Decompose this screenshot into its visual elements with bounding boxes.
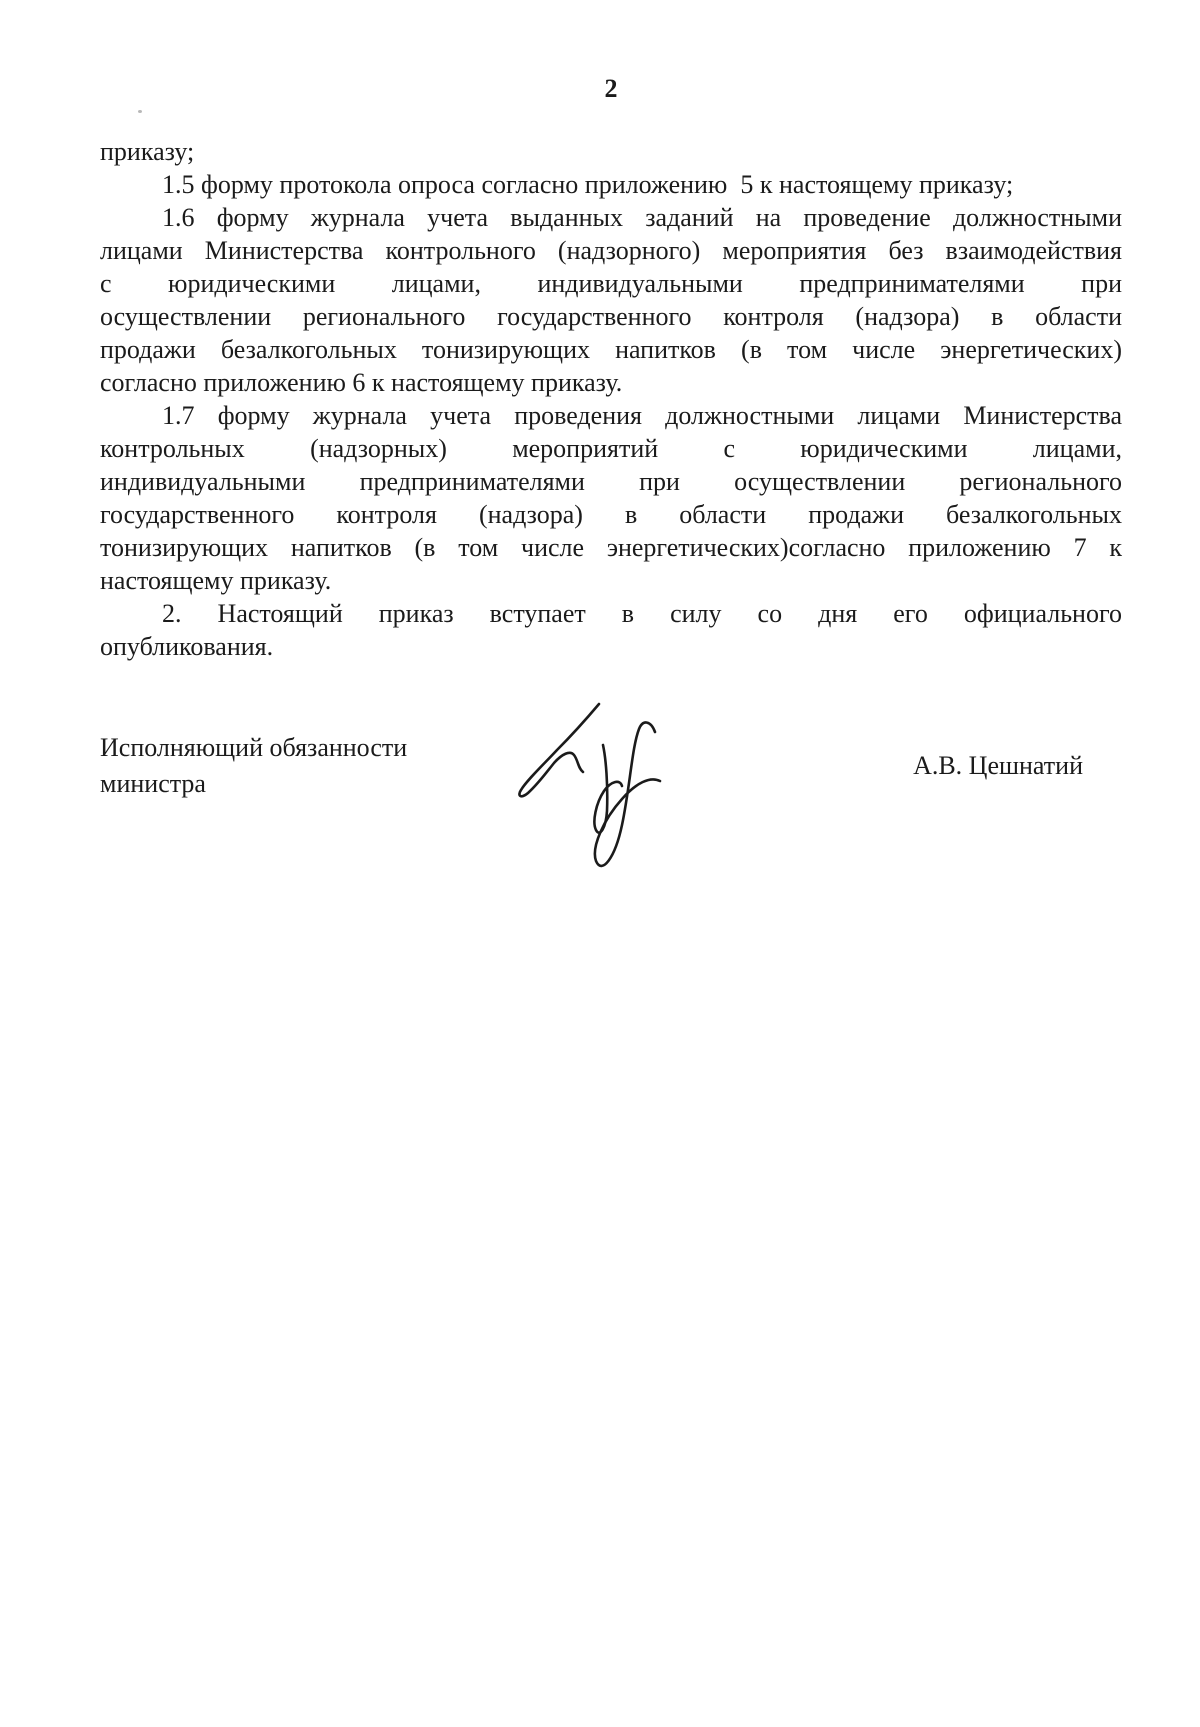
signer-position xyxy=(100,730,407,802)
text-line: согласно приложению 6 к настоящему приказу. xyxy=(100,368,623,397)
text-line: 1.7 форму журнала учета проведения должностными лицами Министерства xyxy=(162,401,1122,430)
text-line: государственного контроля (надзора) в области продажи безалкогольных xyxy=(100,500,1122,529)
text-line: осуществлении регионального государственного контроля (надзора) в области xyxy=(100,302,1122,331)
text-line: контрольных (надзорных) мероприятий с юридическими лицами, xyxy=(100,434,1122,463)
signer-position-line2: министра xyxy=(100,769,206,798)
signer-name: А.В. Цешнатий xyxy=(913,751,1083,780)
text-line: лицами Министерства контрольного (надзорного) мероприятия без взаимодействия xyxy=(100,236,1122,265)
handwritten-signature-image xyxy=(510,695,670,880)
page-number: 2 xyxy=(604,74,618,103)
text-line: с юридическими лицами, индивидуальными предпринимателями при xyxy=(100,269,1122,298)
scan-artifact-dot xyxy=(138,110,142,113)
text-line: опубликования. xyxy=(100,632,274,661)
text-line: приказу; xyxy=(100,137,195,166)
text-line: продажи безалкогольных тонизирующих напитков (в том числе энергетических) xyxy=(100,335,1122,364)
text-line: индивидуальными предпринимателями при осуществлении регионального xyxy=(100,467,1122,496)
text-line: настоящему приказу. xyxy=(100,566,332,595)
document-body xyxy=(100,135,1122,663)
text-line: 1.6 форму журнала учета выданных заданий на проведение должностными xyxy=(162,203,1122,232)
text-line: тонизирующих напитков (в том числе энергетических)согласно приложению 7 к xyxy=(100,533,1122,562)
signer-position-line1: Исполняющий обязанности xyxy=(100,733,408,762)
text-line: 2. Настоящий приказ вступает в силу со дня его официального xyxy=(162,599,1122,628)
text-line: 1.5 форму протокола опроса согласно приложению 5 к настоящему приказу; xyxy=(162,170,1014,199)
